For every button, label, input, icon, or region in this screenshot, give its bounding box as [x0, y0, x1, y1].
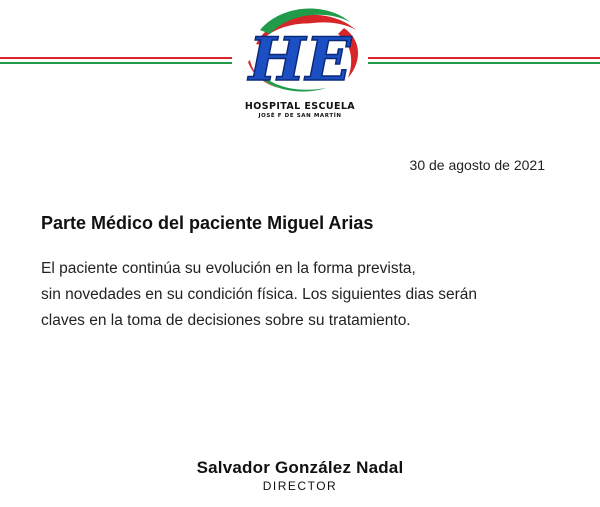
document-title: Parte Médico del paciente Miguel Arias: [41, 213, 374, 233]
signer-name: Salvador González Nadal: [196, 458, 404, 477]
document-date: 30 de agosto de 2021: [409, 157, 545, 173]
logo-initials: HE: [248, 25, 352, 95]
document-body: [41, 256, 561, 334]
hospital-logo: [226, 0, 374, 128]
body-line: sin novedades en su condición física. Los siguientes dias serán: [41, 286, 477, 303]
logo-subtitle: JOSÉ F DE SAN MARTÍN: [258, 113, 342, 119]
signer-role: DIRECTOR: [262, 479, 338, 493]
body-line: claves en la toma de decisiones sobre su tratamiento.: [41, 312, 411, 329]
body-line: El paciente continúa su evolución en la forma prevista,: [41, 260, 416, 277]
logo-name: HOSPITAL ESCUELA: [244, 101, 356, 112]
hospital-logo-emblem: [226, 0, 374, 100]
